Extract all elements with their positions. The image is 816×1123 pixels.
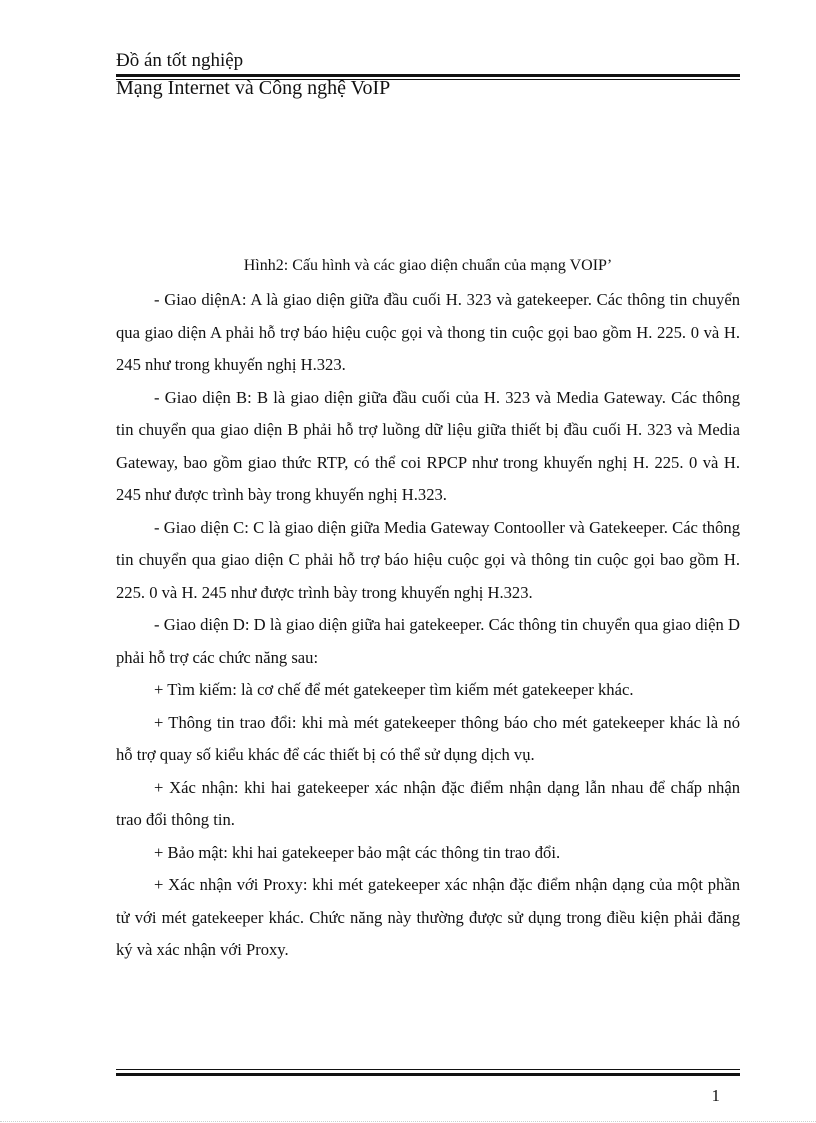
list-item-authentication: + Xác nhận: khi hai gatekeeper xác nhận đặc điểm nhận dạng lẫn nhau để chấp nhận trao đổi thông tin. [116,777,740,829]
footer-rule-thick [116,1073,740,1076]
header-document-type: Đồ án tốt nghiệp [116,50,244,71]
page-number: 1 [711,1086,720,1105]
page-edge-divider [0,1121,816,1122]
paragraph-interface-d: - Giao diện D: D là giao diện giữa hai gatekeeper. Các thông tin chuyển qua giao diện D phải hỗ trợ các chức năng sau: [116,615,740,667]
figure-caption: Hình2: Cấu hình và các giao diện chuẩn của mạng VOIP’ [243,257,613,274]
list-item-search: + Tìm kiếm: là cơ chế để mét gatekeeper tìm kiếm mét gatekeeper khác. [154,680,634,699]
body-text [116,284,740,967]
list-item-proxy-authentication: + Xác nhận với Proxy: khi mét gatekeeper xác nhận đặc điểm nhận dạng của một phần tử với mét gatekeeper khác. Chức năng này thường được sử dụng trong điều kiện phải đăng ký và xác nhận với Proxy. [116,875,740,959]
header-document-title: Mạng Internet và Công nghệ VoIP [116,77,391,99]
paragraph-interface-b: - Giao diện B: B là giao diện giữa đầu cuối của H. 323 và Media Gateway. Các thông tin chuyển qua giao diện B phải hỗ trợ luồng dữ liệu giữa thiết bị đầu cuối H. 323 và Media Gateway, bao gồm giao thức RTP, có thể coi RPCP như trong khuyến nghị H. 225. 0 và H. 245 như được trình bày trong khuyến nghị H.323. [116,387,740,504]
paragraph-interface-a: - Giao diệnA: A là giao diện giữa đầu cuối H. 323 và gatekeeper. Các thông tin chuyển qua giao diện A phải hỗ trợ báo hiệu cuộc gọi và thong tin cuộc gọi bao gồm H. 225. 0 và H. 245 như trong khuyến nghị H.323. [116,290,740,374]
footer-rule-thin [116,1069,740,1070]
list-item-security: + Bảo mật: khi hai gatekeeper bảo mật các thông tin trao đổi. [154,842,561,862]
list-item-info-exchange: + Thông tin trao đổi: khi mà mét gatekeeper thông báo cho mét gatekeeper khác là nó hỗ trợ quay số kiểu khác để các thiết bị có thể sử dụng dịch vụ. [116,712,740,764]
paragraph-interface-c: - Giao diện C: C là giao diện giữa Media Gateway Contooller và Gatekeeper. Các thông tin chuyển qua giao diện C phải hỗ trợ báo hiệu cuộc gọi và thông tin cuộc gọi bao gồm H. 225. 0 và H. 245 như được trình bày trong khuyến nghị H.323. [116,517,740,602]
